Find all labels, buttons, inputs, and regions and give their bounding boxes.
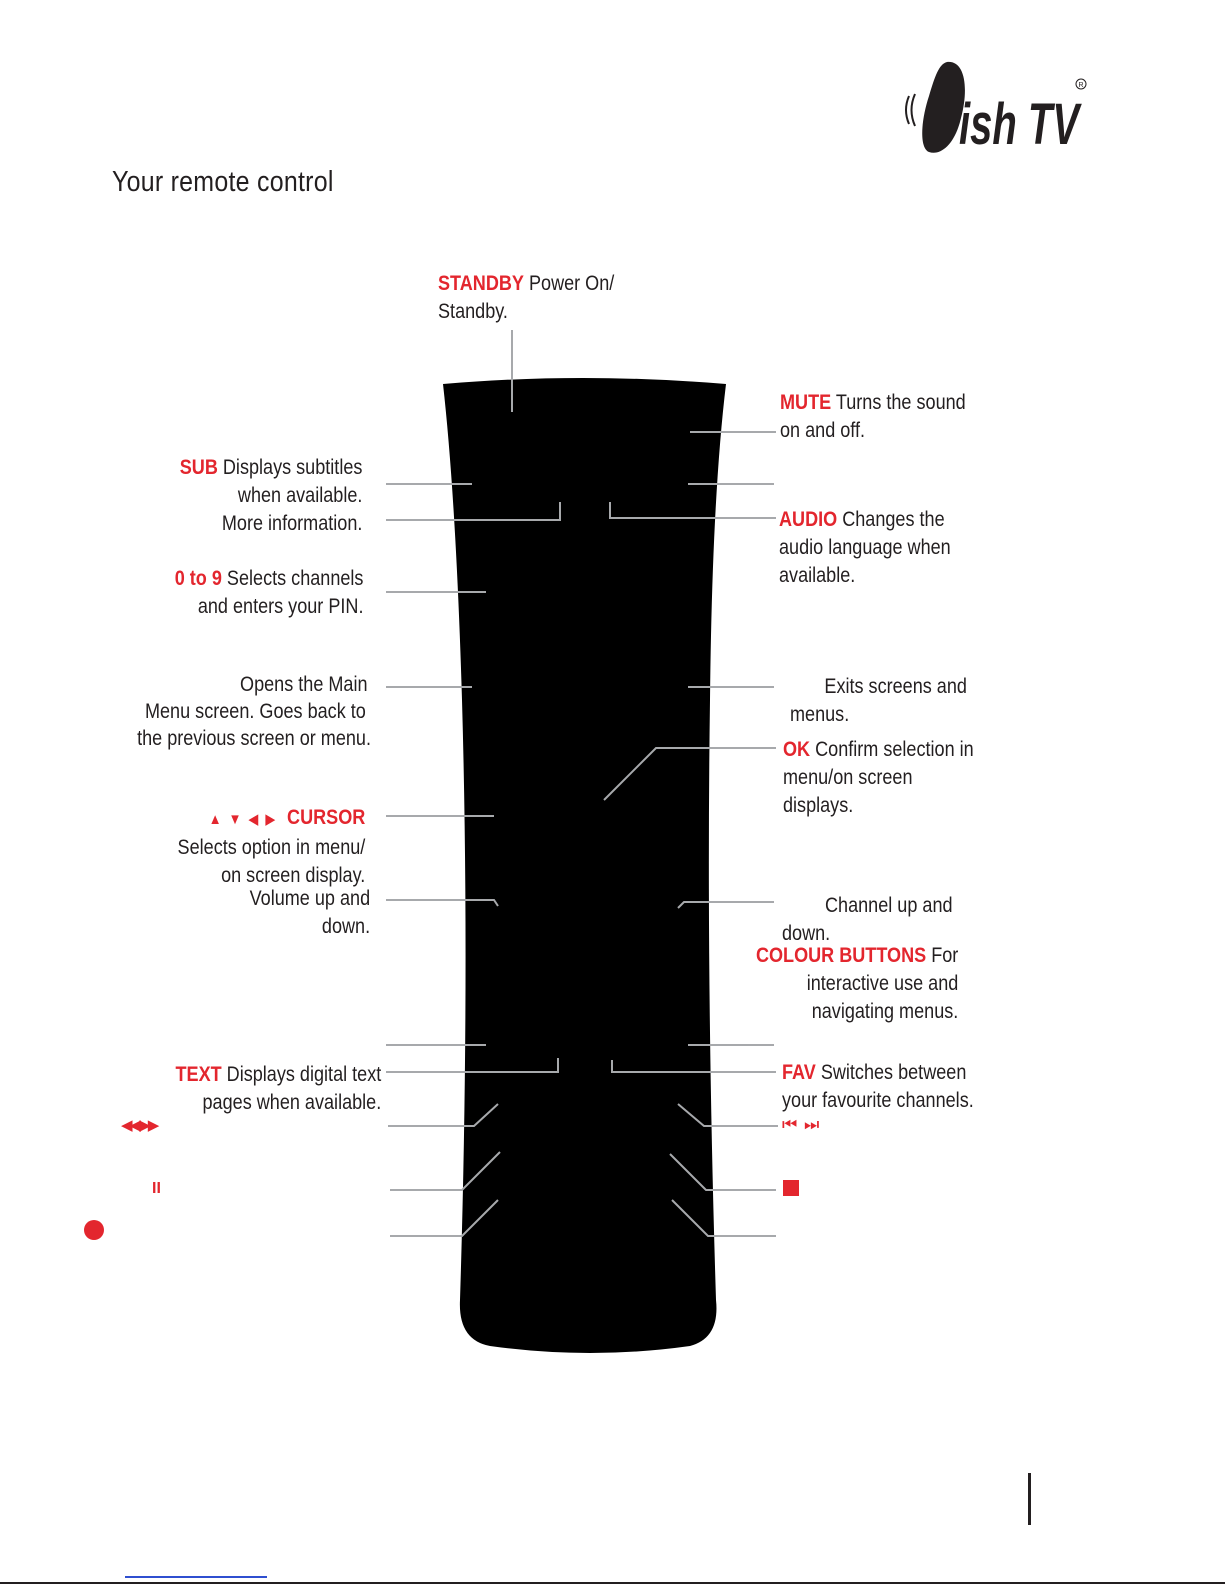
footer-link-underline [125,1576,267,1578]
text-label: TEXT Displays digital text pages when available. [175,1063,381,1114]
mute-label: MUTE Turns the sound on and off. [780,391,966,442]
pause-icon: II [152,1180,161,1197]
cursor-arrows-icon: ▲ ▼ ◀ ▶ [208,811,277,828]
page-marker [1028,1473,1031,1525]
footer-rule [0,1582,1225,1584]
sub-label: SUB Displays subtitles when available. More information. [179,456,362,535]
volume-label: Volume up and down. [249,887,370,938]
svg-text:R: R [1078,82,1084,89]
ok-label: OK Confirm selection in menu/on screen displays. [783,738,974,817]
rewind-fastforward-icon: ◀◀ ▶▶ [121,1117,157,1134]
cursor-label: ▲ ▼ ◀ ▶ CURSOR Selects option in menu/ on screen display. [177,806,365,887]
digits-label: 0 to 9 Selects channels and enters your PIN. [174,567,363,618]
colour-buttons-label: COLOUR BUTTONS For interactive use and navigating menus. [755,944,958,1023]
remote-body [443,378,726,1353]
stop-icon [783,1180,799,1196]
svg-text:ish TV: ish TV [959,92,1082,157]
standby-label: STANDBY Power On/ Standby. [438,272,615,323]
exit-label: Exits screens and menus. [790,675,967,726]
record-icon [84,1220,104,1240]
fav-label: FAV Switches between your favourite channels. [782,1061,974,1112]
skip-back-forward-icon: ⏮ ⏭ [782,1115,821,1134]
audio-label: AUDIO Changes the audio language when available. [779,508,951,587]
channel-label: Channel up and down. [782,894,953,945]
menu-label: Opens the Main Menu screen. Goes back to the previous screen or menu. [137,673,371,750]
page-title: Your remote control [112,166,334,198]
